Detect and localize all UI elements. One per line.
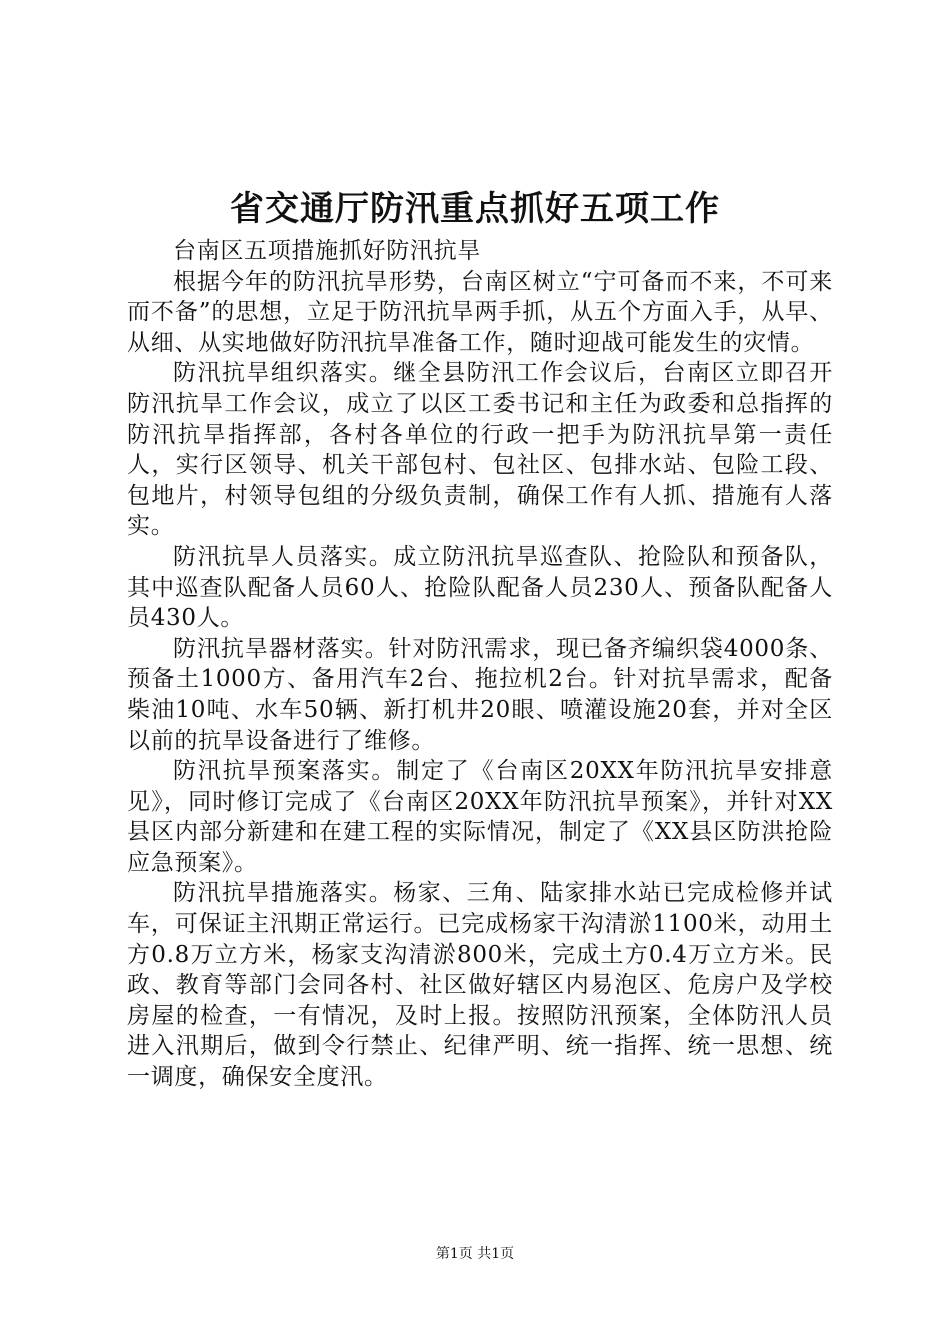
- paragraph-intro: 根据今年的防汛抗旱形势，台南区树立“宁可备而不来，不可来而不备”的思想，立足于防汛抗旱两手抓，从五个方面入手，从早、从细、从实地做好防汛抗旱准备工作，随时迎战可能发生的灾情。: [127, 268, 833, 356]
- paragraph-personnel: 防汛抗旱人员落实。成立防汛抗旱巡查队、抢险队和预备队，其中巡查队配备人员60人、抢险队配备人员230人、预备队配备人员430人。: [127, 543, 833, 632]
- page-number-footer: 第1页 共1页: [435, 1246, 515, 1262]
- document-title: 省交通厅防汛重点抓好五项工作: [230, 189, 720, 229]
- paragraph-measures: 防汛抗旱措施落实。杨家、三角、陆家排水站已完成检修并试车，可保证主汛期正常运行。已完成杨家干沟清淤1100米，动用土方0.8万立方米，杨家支沟清淤800米，完成土方0.4万立方米。民政、教育等部门会同各村、社区做好辖区内易泡区、危房户及学校房屋的检查，一有情况，及时上报。按照防汛预案，全体防汛人员进入汛期后，做到令行禁止、纪律严明、统一指挥、统一思想、统一调度，确保安全度汛。: [127, 880, 833, 1091]
- paragraph-equipment: 防汛抗旱器材落实。针对防汛需求，现已备齐编织袋4000条、预备土1000方、备用汽车2台、拖拉机2台。针对抗旱需求，配备柴油10吨、水车50辆、新打机井20眼、喷灌设施20套，并对全区以前的抗旱设备进行了维修。: [127, 635, 833, 754]
- paragraph-organization: 防汛抗旱组织落实。继全县防汛工作会议后，台南区立即召开防汛抗旱工作会议，成立了以区工委书记和主任为政委和总指挥的防汛抗旱指挥部，各村各单位的行政一把手为防汛抗旱第一责任人，实行区领导、机关干部包村、包社区、包排水站、包险工段、包地片，村领导包组的分级负责制，确保工作有人抓、措施有人落实。: [127, 360, 833, 540]
- document-body: [127, 236, 833, 1093]
- paragraph-plans: 防汛抗旱预案落实。制定了《台南区20XX年防汛抗旱安排意见》，同时修订完成了《台南区20XX年防汛抗旱预案》，并针对XX县区内部分新建和在建工程的实际情况，制定了《XX县区防洪抢险应急预案》。: [127, 758, 833, 876]
- paragraph-subtitle: 台南区五项措施抓好防汛抗旱: [173, 238, 482, 264]
